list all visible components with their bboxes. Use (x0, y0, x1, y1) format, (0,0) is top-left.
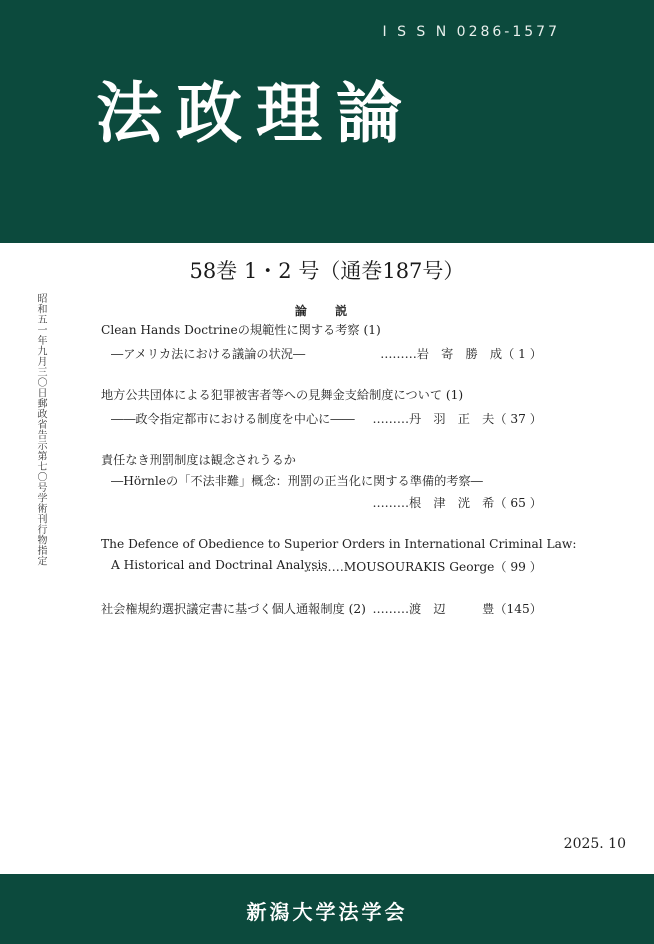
article-author-page: ………MOUSOURAKIS George（ 99 ） (307, 560, 542, 574)
article-title: 責任なき刑罰制度は観念されうるか (101, 453, 296, 467)
article-subtitle: ――政令指定都市における制度を中心に―― (111, 412, 355, 426)
article-title: 地方公共団体による犯罪被害者等への見舞金支給制度について (1) (101, 388, 464, 402)
volume-issue-line: 58巻 1・2 号（通巻187号） (189, 259, 465, 283)
article-subtitle: ―アメリカ法における議論の状況― (111, 347, 306, 361)
cover-footer-band (0, 874, 654, 944)
journal-title: 法政理論 (96, 75, 416, 152)
cover-header-band (0, 0, 654, 243)
article-title: The Defence of Obedience to Superior Orders in International Criminal Law: (101, 537, 577, 551)
article-title: Clean Hands Doctrineの規範性に関する考察 (1) (101, 323, 381, 337)
article-author-page: ………岩 寄 勝 成（ 1 ） (380, 347, 542, 361)
section-heading: 論 説 (294, 304, 360, 318)
article-title: 社会権規約選択議定書に基づく個人通報制度 (2) (101, 602, 366, 616)
publisher-name: 新潟大学法学会 (246, 900, 408, 924)
postal-registration-note: 昭和五一年九月三〇日郵政省告示第七〇号学術刊行物指定 (35, 293, 46, 566)
article-subtitle: ―Hörnleの「不法非難」概念：刑罰の正当化に関する準備的考察― (111, 474, 483, 488)
article-author-page: ………根 津 洸 希（ 65 ） (372, 496, 542, 510)
article-subtitle: A Historical and Doctrinal Analysis (111, 558, 328, 572)
publication-date: 2025. 10 (563, 836, 626, 852)
article-author-page: ………渡 辺 豊（145） (372, 602, 542, 616)
article-author-page: ………丹 羽 正 夫（ 37 ） (372, 412, 542, 426)
issn-label: I S S N 0286-1577 (382, 24, 560, 40)
